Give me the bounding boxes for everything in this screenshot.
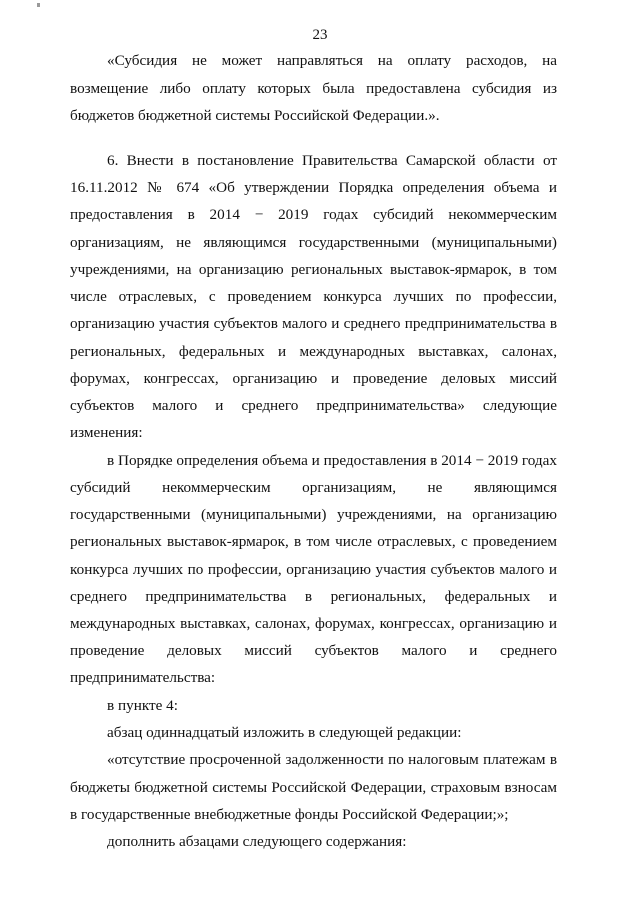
text-line: дополнить абзацами следующего содержания: [107,833,407,850]
text-line: «Субсидия не может направляться на оплату расходов, на [107,52,557,69]
text-line: 16.11.2012 № 674 «Об утверждении Порядка определения объема и [70,179,557,196]
text-line: государственными (муниципальными) учреждениями, на организацию [70,506,557,523]
text-line: форумах, конгрессах, организацию и проведение деловых миссий [70,370,557,387]
text-line: проведение деловых миссий субъектов малого и среднего [70,642,557,659]
page-number: 23 [312,27,328,43]
text-line: в государственные внебюджетные фонды Российской Федерации;»; [70,806,509,823]
text-line: международных выставках, салонах, форумах, конгрессах, организацию и [70,615,557,632]
text-line: организациям, не являющимся государственными (муниципальными) [70,234,557,251]
text-line: бюджетов бюджетной системы Российской Федерации.». [70,107,440,124]
text-line: региональных, федеральных и международных выставках, салонах, [70,343,557,360]
text-line: субсидий некоммерческим организациям, не являющимся [70,479,557,496]
text-line: абзац одиннадцатый изложить в следующей редакции: [107,724,462,741]
text-line: изменения: [70,424,143,441]
text-line: бюджеты бюджетной системы Российской Федерации, страховым взносам [70,779,557,796]
text-line: организацию участия субъектов малого и среднего предпринимательства в [70,315,557,332]
text-line: конкурса лучших по профессии, организацию участия субъектов малого и [70,561,557,578]
text-line: 6. Внести в постановление Правительства Самарской области от [107,152,557,169]
text-line: числе отраслевых, с проведением конкурса лучших по профессии, [70,288,557,305]
text-line: региональных выставок-ярмарок, в том числе отраслевых, с проведением [70,533,557,550]
text-line: в пункте 4: [107,697,178,714]
text-line: учреждениями, на организацию региональных выставок-ярмарок, в том [70,261,557,278]
text-line: предоставления в 2014 − 2019 годах субсидий некоммерческим [70,206,557,223]
text-line: возмещение либо оплату которых была предоставлена субсидия из [70,80,557,97]
scan-mark [37,3,40,7]
text-line: субъектов малого и среднего предпринимательства» следующие [70,397,557,414]
text-line: предпринимательства: [70,669,216,686]
text-line: среднего предпринимательства в региональных, федеральных и [70,588,557,605]
text-line: «отсутствие просроченной задолженности по налоговым платежам в [107,751,557,768]
text-line: в Порядке определения объема и предоставления в 2014 − 2019 годах [107,452,557,469]
